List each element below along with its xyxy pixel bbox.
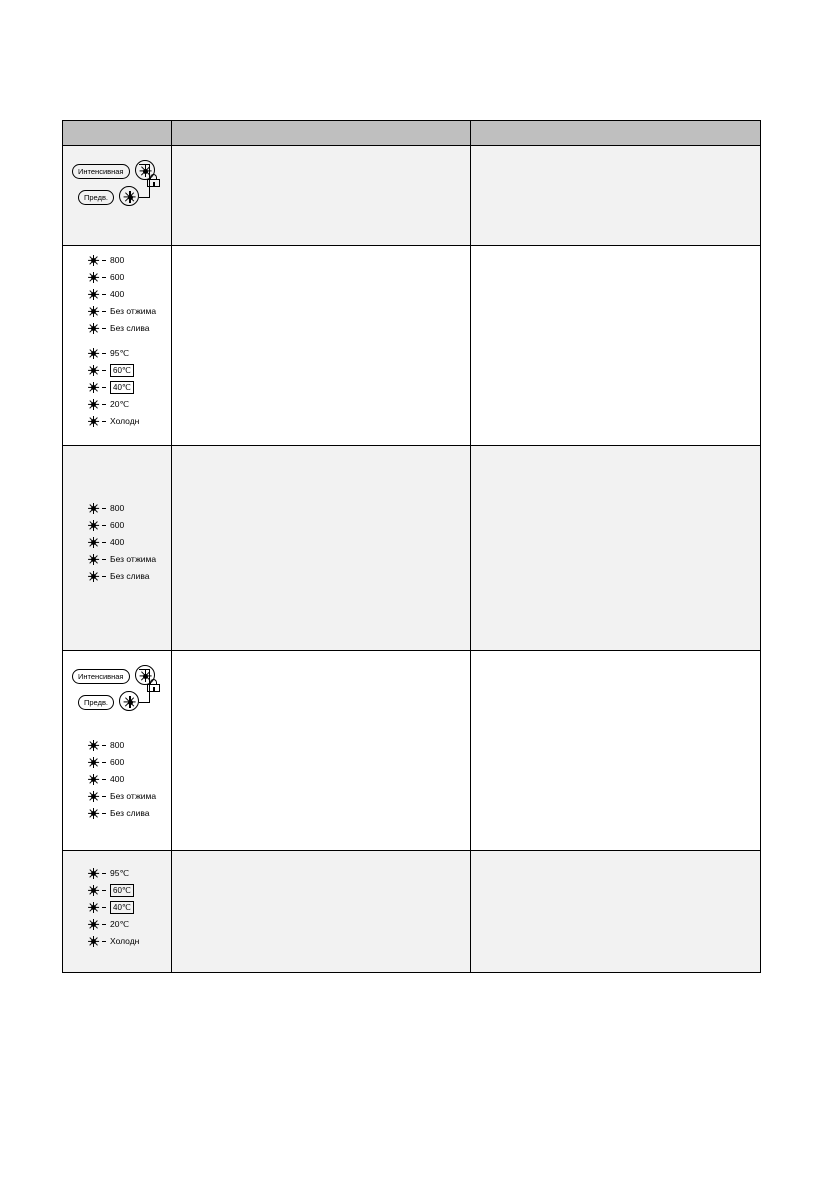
leader-dash: [102, 559, 106, 560]
option-label: 400: [110, 537, 125, 547]
row-4-indicator-cell: [63, 651, 172, 851]
option-label: Без слива: [110, 571, 150, 581]
table-row: [63, 651, 761, 851]
option-temp-95: [68, 865, 166, 882]
leader-dash: [102, 796, 106, 797]
option-label: 800: [110, 255, 125, 265]
table-row: [63, 851, 761, 973]
table-header-cell-3: [471, 121, 761, 146]
row-5-note-cell: [471, 851, 761, 973]
leader-dash: [102, 353, 106, 354]
table-header-cell-1: [63, 121, 172, 146]
row-2-description-cell: [172, 246, 471, 446]
burst-icon: [88, 348, 99, 359]
row-4-indicators: [63, 651, 171, 830]
option-label: 20℃: [110, 919, 130, 929]
burst-icon: [88, 554, 99, 565]
row-1-note-cell: [471, 146, 761, 246]
option-label: Без слива: [110, 808, 150, 818]
burst-icon: [88, 365, 99, 376]
leader-dash: [102, 762, 106, 763]
burst-icon: [88, 919, 99, 930]
row-1-indicator-cell: [63, 146, 172, 246]
burst-icon: [88, 757, 99, 768]
burst-icon: [88, 255, 99, 266]
burst-icon: [88, 537, 99, 548]
program-block: [68, 657, 166, 729]
table-header-cell-2: [172, 121, 471, 146]
spacer: [68, 729, 166, 737]
table-row: [63, 246, 761, 446]
table-header-row: [63, 121, 761, 146]
option-label: 95℃: [110, 348, 130, 358]
spin-option-list: [68, 737, 166, 822]
leader-dash: [102, 294, 106, 295]
row-1-indicators: [63, 146, 171, 232]
row-2-indicators: [63, 246, 171, 438]
burst-icon: [88, 808, 99, 819]
option-label: Без отжима: [110, 306, 157, 316]
option-temp-60: [68, 362, 166, 379]
leader-dash: [102, 542, 106, 543]
option-temp-cold: [68, 933, 166, 950]
lock-icon: [147, 679, 160, 693]
leader-dash: [102, 525, 106, 526]
option-label: Без отжима: [110, 791, 157, 801]
burst-icon: [88, 868, 99, 879]
leader-dash: [102, 311, 106, 312]
option-label-highlighted: 60℃: [110, 364, 134, 377]
option-no-drain: [68, 805, 166, 822]
row-3-indicator-cell: [63, 446, 172, 651]
option-label: Без слива: [110, 323, 150, 333]
option-label: 800: [110, 740, 125, 750]
burst-icon: [88, 306, 99, 317]
option-temp-20: [68, 396, 166, 413]
table-row: [63, 446, 761, 651]
burst-icon: [88, 323, 99, 334]
option-spin-600: [68, 754, 166, 771]
option-spin-600: [68, 517, 166, 534]
burst-indicator-icon: [119, 691, 141, 713]
option-temp-20: [68, 916, 166, 933]
option-label: Без отжима: [110, 554, 157, 564]
option-spin-400: [68, 534, 166, 551]
leader-dash: [102, 404, 106, 405]
spin-option-list: [68, 252, 166, 337]
table-body: [63, 146, 761, 973]
option-temp-95: [68, 345, 166, 362]
burst-icon: [88, 272, 99, 283]
option-spin-600: [68, 269, 166, 286]
option-no-drain: [68, 568, 166, 585]
program-label-intensive: Интенсивная: [72, 164, 130, 179]
option-label: Холодн: [110, 416, 140, 426]
program-label-prewash: Предв.: [78, 695, 114, 710]
leader-dash: [102, 328, 106, 329]
leader-dash: [102, 813, 106, 814]
burst-icon: [88, 289, 99, 300]
option-temp-40: [68, 899, 166, 916]
temperature-option-list: [68, 865, 166, 950]
row-3-description-cell: [172, 446, 471, 651]
burst-indicator-icon: [119, 186, 141, 208]
burst-icon: [88, 774, 99, 785]
leader-dash: [102, 260, 106, 261]
leader-dash: [102, 924, 106, 925]
program-label-intensive: Интенсивная: [72, 669, 130, 684]
option-temp-60: [68, 882, 166, 899]
burst-icon: [88, 416, 99, 427]
option-no-spin: [68, 788, 166, 805]
leader-dash: [102, 745, 106, 746]
option-spin-800: [68, 252, 166, 269]
option-label-highlighted: 60℃: [110, 884, 134, 897]
leader-dash: [102, 370, 106, 371]
burst-icon: [88, 382, 99, 393]
row-2-indicator-cell: [63, 246, 172, 446]
row-5-indicator-cell: [63, 851, 172, 973]
option-spin-400: [68, 771, 166, 788]
leader-dash: [102, 421, 106, 422]
leader-dash: [102, 277, 106, 278]
burst-icon: [88, 885, 99, 896]
leader-dash: [102, 873, 106, 874]
row-3-note-cell: [471, 446, 761, 651]
option-label: 800: [110, 503, 125, 513]
leader-dash: [102, 779, 106, 780]
option-spin-800: [68, 737, 166, 754]
option-no-spin: [68, 303, 166, 320]
table-head: [63, 121, 761, 146]
temperature-option-list: [68, 345, 166, 430]
option-label: 600: [110, 757, 125, 767]
option-label: 400: [110, 774, 125, 784]
row-5-description-cell: [172, 851, 471, 973]
option-spin-800: [68, 500, 166, 517]
option-no-spin: [68, 551, 166, 568]
option-temp-cold: [68, 413, 166, 430]
option-label: 95℃: [110, 868, 130, 878]
program-label-prewash: Предв.: [78, 190, 114, 205]
option-label: 400: [110, 289, 125, 299]
option-label: 20℃: [110, 399, 130, 409]
leader-dash: [102, 576, 106, 577]
option-label: 600: [110, 272, 125, 282]
row-5-indicators: [63, 851, 171, 958]
burst-icon: [88, 503, 99, 514]
burst-icon: [88, 740, 99, 751]
option-spin-400: [68, 286, 166, 303]
leader-dash: [102, 890, 106, 891]
burst-icon: [88, 902, 99, 913]
leader-dash: [102, 907, 106, 908]
option-no-drain: [68, 320, 166, 337]
row-2-note-cell: [471, 246, 761, 446]
option-label-highlighted: 40℃: [110, 381, 134, 394]
burst-icon: [88, 399, 99, 410]
options-table: [62, 120, 761, 973]
row-1-description-cell: [172, 146, 471, 246]
row-4-note-cell: [471, 651, 761, 851]
leader-dash: [102, 387, 106, 388]
option-label-highlighted: 40℃: [110, 901, 134, 914]
leader-dash: [102, 508, 106, 509]
leader-dash: [102, 941, 106, 942]
row-3-indicators: [63, 446, 171, 593]
option-label: 600: [110, 520, 125, 530]
row-4-description-cell: [172, 651, 471, 851]
lock-icon: [147, 174, 160, 188]
spin-option-list: [68, 500, 166, 585]
option-temp-40: [68, 379, 166, 396]
table-row: [63, 146, 761, 246]
burst-icon: [88, 936, 99, 947]
burst-icon: [88, 571, 99, 582]
burst-icon: [88, 520, 99, 531]
burst-icon: [88, 791, 99, 802]
spacer: [68, 337, 166, 345]
option-label: Холодн: [110, 936, 140, 946]
program-block: [68, 152, 166, 224]
